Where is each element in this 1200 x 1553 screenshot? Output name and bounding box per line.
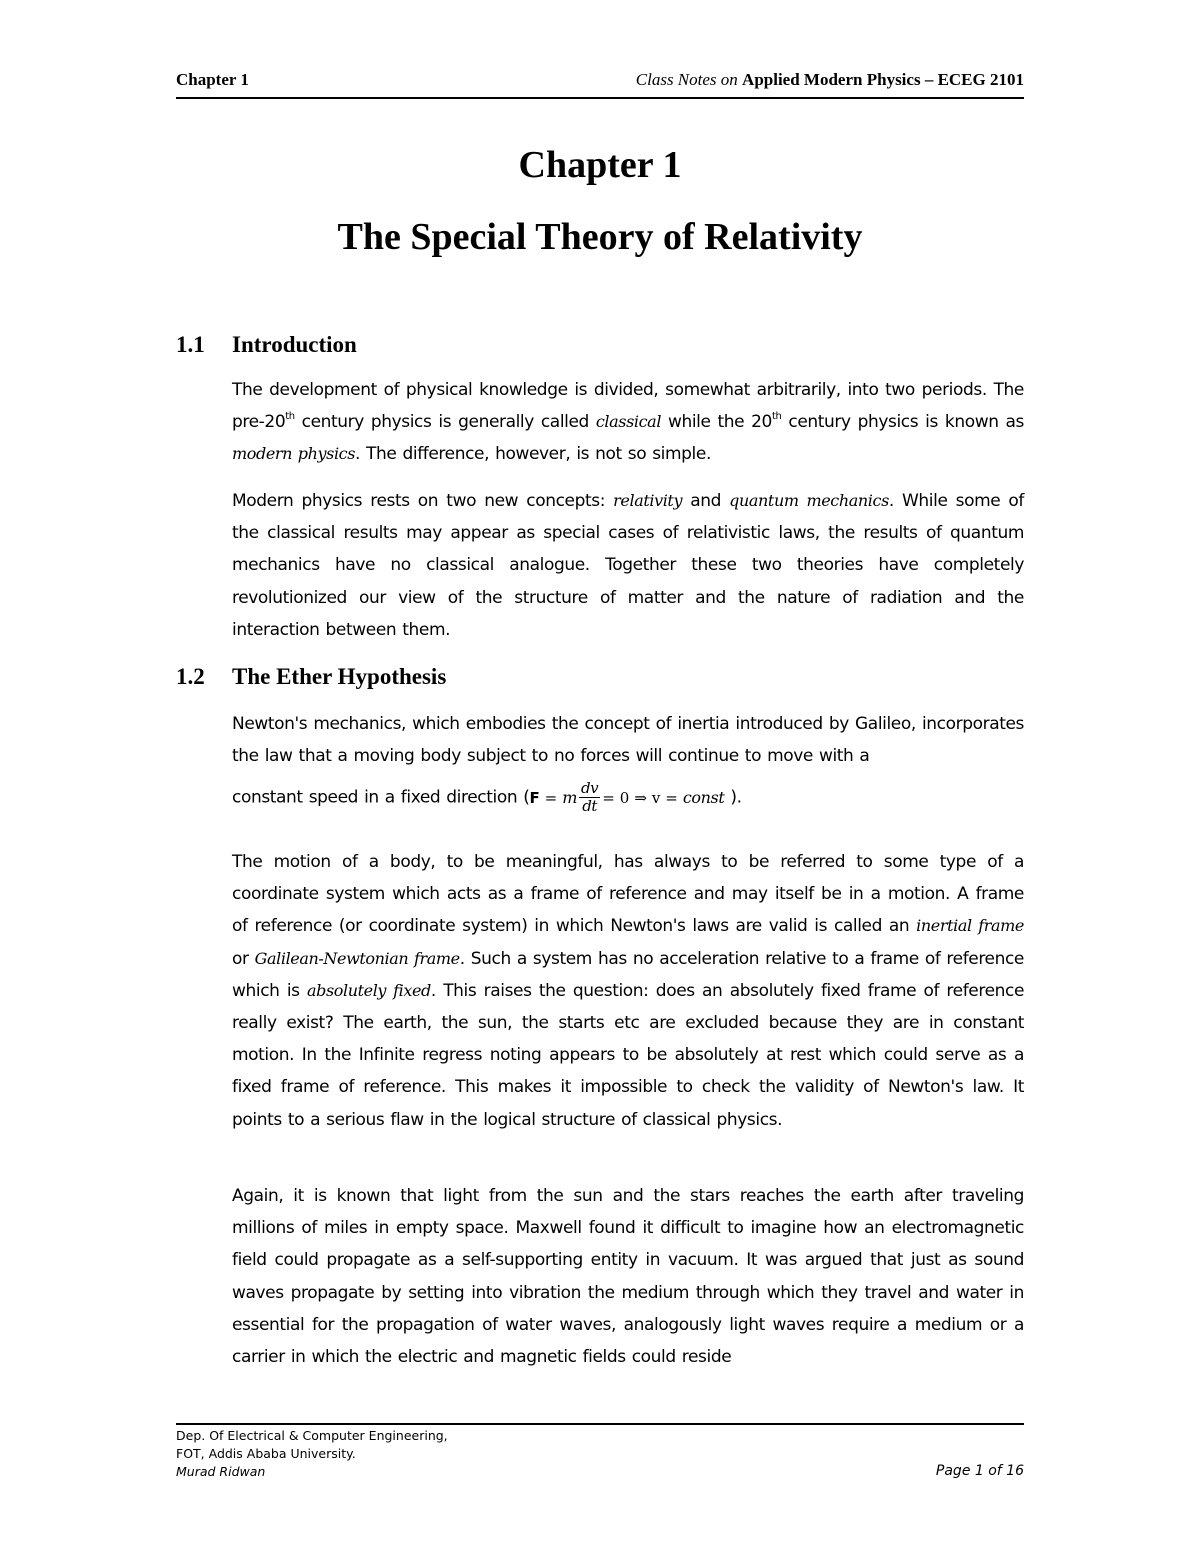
chapter-subtitle: The Special Theory of Relativity [337,216,863,258]
paragraph-intro-1: The development of physical knowledge is divided, somewhat arbitrarily, into two periods. The pre-20th century physics is generally called classical while the 20th century physics is known as modern physics. The difference, however, is not so simple. [232,380,1024,465]
paragraph-ether-2: The motion of a body, to be meaningful, has always to be referred to some type of a coordinate system which acts as a frame of reference and may itself be in a motion. A frame of reference (or coordinate system) in which Newton's laws are valid is called an inertial frame or Galilean-Newtonian frame. Such a system has no acceleration relative to a frame of reference which is absolutely fixed. This raises the question: does an absolutely fixed frame of reference really exist? The earth, the sun, the starts etc are excluded because they are in constant motion. In the Infinite regress noting appears to be absolutely at rest which could serve as a fixed frame of reference. This makes it impossible to check the validity of Newton's law. It points to a serious flaw in the logical structure of classical physics. [232,852,1025,1130]
section-heading-ether-hypothesis [176,662,446,692]
section-title: Introduction [232,332,357,357]
footer-rule [176,1423,1024,1425]
footer-department: Dep. Of Electrical & Computer Engineering, [176,1428,448,1443]
section-number: 1.2 [176,664,205,689]
chapter-title: Chapter 1 [518,144,682,186]
running-header-chapter: Chapter 1 [176,70,249,89]
paragraph-ether-3: Again, it is known that light from the sun and the stars reaches the earth after traveling millions of miles in empty space. Maxwell found it difficult to imagine how an electromagnetic field could propagate as a self-supporting entity in vacuum. It was argued that just as sound waves propagate by setting into vibration the medium through which they travel and water in essential for the propagation of water waves, analogously light waves require a medium or a carrier in which the electric and magnetic fields could reside [232,1186,1024,1368]
paragraph-ether-1: Newton's mechanics, which embodies the concept of inertia introduced by Galileo, incorporates the law that a moving body subject to no forces will continue to move with a constant speed in a fixed direction (F = m $\frac{dv}{dt}$ = 0 ⇒ v = const ). [232,714,1024,816]
section-number: 1.1 [176,332,205,357]
section-title: The Ether Hypothesis [232,664,447,689]
derivative-fraction: $\frac{dv}{dt}$ [580,779,599,816]
footer-institution: FOT, Addis Ababa University. [176,1446,356,1461]
running-header-course [636,70,1024,90]
page-number: Page 1 of 16 [935,1463,1024,1479]
header-rule [176,97,1024,99]
header-course-name: Applied Modern Physics – ECEG 2101 [742,70,1024,89]
footer-author: Murad Ridwan [176,1464,266,1479]
header-notes-prefix: Class Notes on [635,70,738,89]
section-heading-introduction [176,330,357,360]
paragraph-intro-2: Modern physics rests on two new concepts: relativity and quantum mechanics. While some of the classical results may appear as special cases of relativistic laws, the results of quantum mechanics have no classical analogue. Together these two theories have completely revolutionized our view of the structure of matter and the nature of radiation and the interaction between them. [232,491,1025,640]
